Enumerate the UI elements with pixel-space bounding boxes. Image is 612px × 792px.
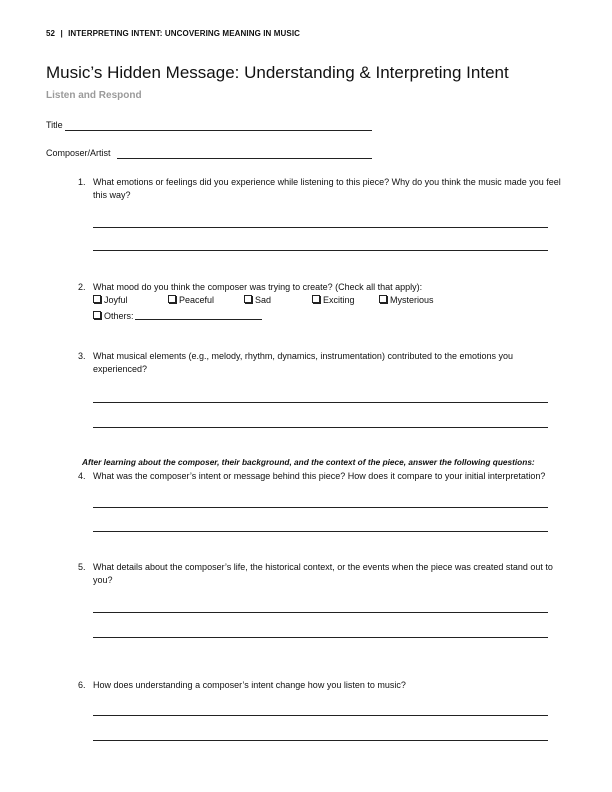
- question-text: What emotions or feelings did you experience while listening to this piece? Why do you think the music made you feel this way?: [93, 177, 561, 200]
- question-text: What mood do you think the composer was trying to create? (Check all that apply):: [93, 282, 423, 292]
- page-subtitle: Listen and Respond: [46, 90, 142, 101]
- checkbox[interactable]: [379, 295, 387, 303]
- answer-line[interactable]: [93, 715, 548, 716]
- question-number: 6.: [78, 680, 86, 690]
- page-title: Music’s Hidden Message: Understanding & Interpreting Intent: [46, 63, 509, 82]
- question-3: [78, 350, 533, 376]
- question-1: [78, 176, 563, 202]
- running-header: [46, 29, 300, 38]
- checkbox[interactable]: [93, 295, 101, 303]
- mood-option-joyful[interactable]: Joyful: [93, 295, 128, 305]
- answer-line[interactable]: [93, 740, 548, 741]
- question-text: How does understanding a composer’s intent change how you listen to music?: [93, 680, 406, 690]
- composer-label: Composer/Artist: [46, 148, 111, 158]
- others-line[interactable]: [135, 319, 262, 320]
- mood-option-sad[interactable]: Sad: [244, 295, 271, 305]
- question-number: 3.: [78, 351, 86, 361]
- question-text: What was the composer’s intent or message behind this piece? How does it compare to your initial interpretation?: [93, 471, 546, 481]
- answer-line[interactable]: [93, 402, 548, 403]
- title-label: Title: [46, 120, 63, 130]
- checkbox[interactable]: [168, 295, 176, 303]
- question-number: 1.: [78, 177, 86, 187]
- answer-line[interactable]: [93, 250, 548, 251]
- checkbox[interactable]: [93, 311, 101, 319]
- title-line[interactable]: [65, 130, 372, 131]
- question-2: [78, 281, 563, 294]
- question-number: 4.: [78, 471, 86, 481]
- answer-line[interactable]: [93, 427, 548, 428]
- checkbox[interactable]: [312, 295, 320, 303]
- question-text: What musical elements (e.g., melody, rhythm, dynamics, instrumentation) contributed to the emotions you experienced?: [93, 351, 514, 374]
- section-note: After learning about the composer, their background, and the context of the piece, answer the following questions:: [82, 457, 535, 467]
- mood-option-exciting[interactable]: Exciting: [312, 295, 355, 305]
- answer-line[interactable]: [93, 612, 548, 613]
- page-number: 52: [46, 29, 56, 38]
- question-text: What details about the composer’s life, the historical context, or the events when the piece was created stand out to you?: [93, 562, 553, 585]
- question-6: [78, 679, 563, 692]
- question-4: [78, 470, 573, 483]
- question-number: 5.: [78, 562, 86, 572]
- answer-line[interactable]: [93, 507, 548, 508]
- mood-option-peaceful[interactable]: Peaceful: [168, 295, 214, 305]
- question-number: 2.: [78, 282, 86, 292]
- checkbox[interactable]: [244, 295, 252, 303]
- answer-line[interactable]: [93, 531, 548, 532]
- mood-option-others[interactable]: Others:: [93, 311, 134, 321]
- header-separator: |: [60, 29, 63, 38]
- mood-option-mysterious[interactable]: Mysterious: [379, 295, 434, 305]
- answer-line[interactable]: [93, 227, 548, 228]
- header-section: INTERPRETING INTENT: UNCOVERING MEANING IN MUSIC: [68, 29, 301, 38]
- question-5: [78, 561, 563, 587]
- answer-line[interactable]: [93, 637, 548, 638]
- composer-line[interactable]: [117, 158, 372, 159]
